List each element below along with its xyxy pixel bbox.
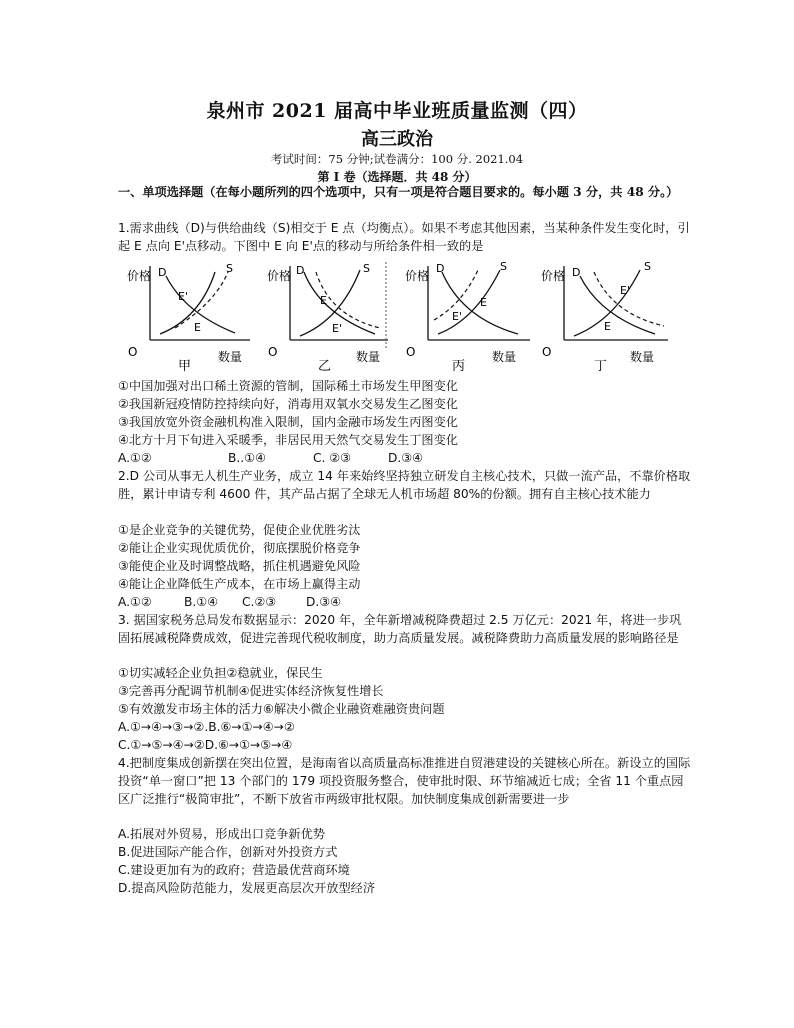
curve-d-label: D [436, 262, 445, 275]
q1-item-4: ④北方十月下旬进入采暖季，非居民用天然气交易发生丁图变化 [118, 433, 458, 447]
exam-meta: 考试时间：75 分钟;试卷满分：100 分. 2021.04 [270, 152, 524, 166]
point-e-prime-label: E' [332, 322, 342, 335]
graph-caption: 丁 [594, 359, 608, 374]
q3-stem: 3. 据国家税务总局发布数据显示：2020 年，全年新增减税降费超过 2.5 万亿元：2021 年，将进一步巩固拓展减税降费成效，促进完善现代税收制度，助力高质量发展。减税降费助力高质量发展的影响路径是 [118, 613, 682, 645]
graph-caption: 甲 [178, 359, 192, 374]
q1-option-d: D.③④ [388, 451, 424, 465]
curve-s-label: S [363, 262, 370, 275]
page-subtitle: 高三政治 [361, 129, 433, 150]
point-e-label: E [480, 296, 487, 309]
graph-ding [541, 260, 668, 374]
q2-item-2: ②能让企业实现优质优价，彻底摆脱价格竞争 [118, 541, 361, 555]
q1-stem: 1.需求曲线（D)与供给曲线（S)相交于 E 点（均衡点）。如果不考虑其他因素，当某种条件发生变化时，引起 E 点向 E'点移动。下图中 E 向 E'点的移动与所给条件相一致的是 [118, 221, 690, 253]
part-heading: 第 I 卷（选择题．共 48 分） [317, 170, 477, 184]
q4-option-b: B.促进国际产能合作，创新对外投资方式 [118, 845, 338, 859]
q3-item-2: ③完善再分配调节机制④促进实体经济恢复性增长 [118, 684, 384, 698]
q4-option-d: D.提高风险防范能力，发展更高层次开放型经济 [118, 881, 376, 895]
y-axis-label: 价格 [541, 269, 566, 283]
curve-d-label: D [572, 266, 581, 279]
q2-stem: 2.D 公司从事无人机生产业务，成立 14 年来始终坚持独立研发自主核心技术，只做一流产品，不靠价格取胜，累计申请专利 4600 件，其产品占据了全球无人机市场超 80%的份额。拥有自主核心技术能力 [118, 469, 691, 501]
y-axis-label: 价格 [405, 269, 430, 283]
origin-label: O [542, 345, 552, 359]
q1-item-2: ②我国新冠疫情防控持续向好，消毒用双氧水交易发生乙图变化 [118, 397, 458, 411]
curve-s-label: S [644, 260, 651, 273]
section-heading: 一、单项选择题（在每小题所列的四个选项中，只有一项是符合题目要求的。每小题 3 分，共 48 分。） [118, 185, 679, 199]
q2-item-1: ①是企业竞争的关键优势，促使企业优胜劣汰 [118, 523, 361, 537]
x-axis-label: 数量 [492, 350, 517, 364]
q3-item-1: ①切实减轻企业负担②稳就业，保民生 [118, 666, 323, 680]
q1-item-1: ①中国加强对出口稀土资源的管制，国际稀土市场发生甲图变化 [118, 379, 458, 393]
q1-option-b: B..①④ [228, 451, 266, 465]
q4-option-c: C.建设更加有为的政府；营造最优营商环境 [118, 863, 350, 877]
graph-jia [127, 262, 250, 374]
supply-demand-graphs [0, 258, 794, 378]
q2-option-d: D.③④ [306, 595, 342, 609]
x-axis-label: 数量 [630, 350, 655, 364]
q2-item-4: ④能让企业降低生产成本，在市场上赢得主动 [118, 577, 361, 591]
page-title: 泉州市 2021 届高中毕业班质量监测（四） [206, 100, 588, 122]
x-axis-label: 数量 [356, 350, 381, 364]
origin-label: O [128, 345, 138, 359]
q3-option-ab: A.①→④→③→②.B.⑥→①→④→② [118, 720, 295, 734]
graph-yi [267, 262, 388, 374]
point-e-prime-label: E' [452, 310, 462, 323]
origin-label: O [406, 345, 416, 359]
graph-bing [386, 260, 530, 374]
point-e-prime-label: E' [178, 290, 188, 303]
q1-item-3: ③我国放宽外资金融机构准入限制，国内金融市场发生丙图变化 [118, 415, 458, 429]
curve-d-label: D [296, 264, 305, 277]
curve-s-label: S [500, 260, 507, 273]
q3-item-3: ⑤有效激发市场主体的活力⑥解决小微企业融资难融资贵问题 [118, 702, 445, 716]
point-e-label: E [604, 320, 611, 333]
curve-d-label: D [158, 266, 167, 279]
q4-option-a: A.拓展对外贸易，形成出口竞争新优势 [118, 827, 325, 841]
curve-s-label: S [226, 262, 233, 275]
q2-option-c: C.②③ [242, 595, 277, 609]
x-axis-label: 数量 [218, 350, 243, 364]
q3-option-cd: C.①→⑤→④→②D.⑥→①→⑤→④ [118, 738, 293, 752]
q2-options [118, 594, 341, 611]
q2-option-b: B.①④ [184, 595, 219, 609]
point-e-prime-label: E' [620, 284, 630, 297]
y-axis-label: 价格 [127, 269, 152, 283]
q1-option-c: C. ②③ [313, 451, 352, 465]
y-axis-label: 价格 [267, 269, 292, 283]
q1-options [118, 450, 423, 467]
supply-curve [438, 270, 500, 334]
q4-stem: 4.把制度集成创新摆在突出位置，是海南省以高质量高标准推进自贸港建设的关键核心所在。新设立的国际投资“单一窗口”把 13 个部门的 179 项投资服务整合，使审批时限、环节缩减近七成；全省 11 个重点园区广泛推行“极简审批”，不断下放省市两级审批权限。加快制度集成创新需要进一步 [118, 756, 691, 806]
q2-item-3: ③能使企业及时调整战略，抓住机遇避免风险 [118, 559, 361, 573]
point-e-label: E [194, 321, 201, 334]
q1-option-a: A.①② [118, 451, 152, 465]
point-e-label: E [320, 294, 327, 307]
q2-option-a: A.①② [118, 595, 152, 609]
supply-curve [300, 270, 360, 336]
origin-label: O [268, 345, 278, 359]
graph-caption: 乙 [318, 359, 332, 374]
graph-caption: 丙 [452, 359, 466, 374]
